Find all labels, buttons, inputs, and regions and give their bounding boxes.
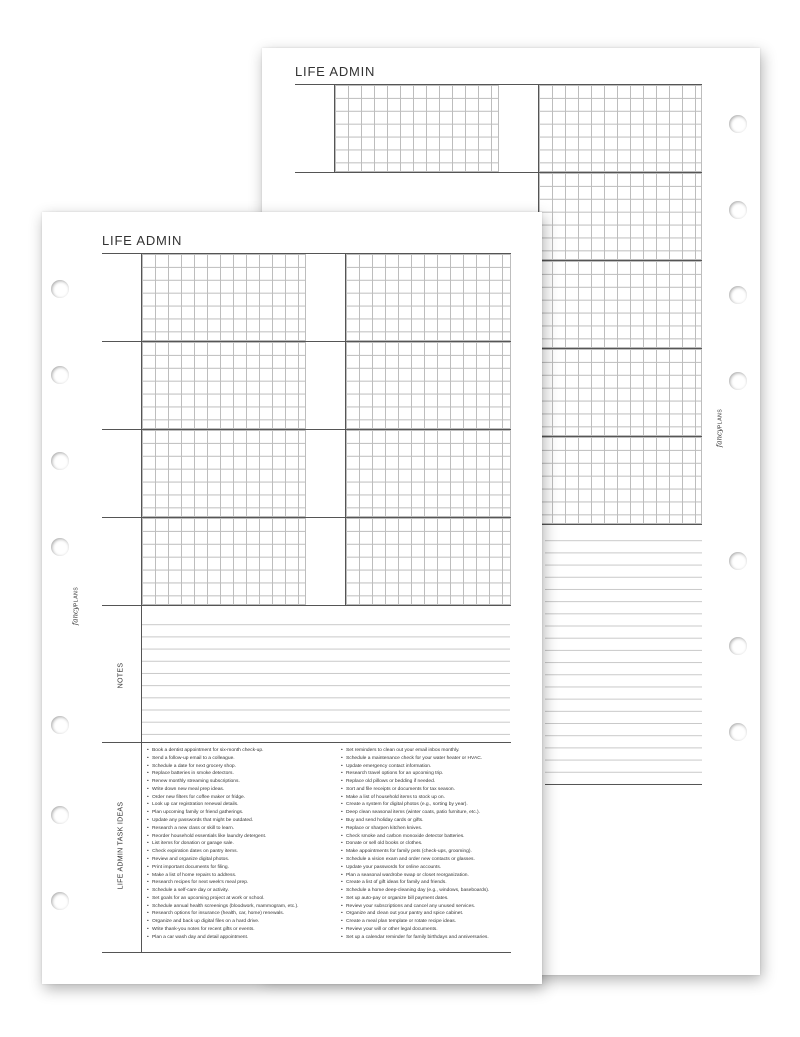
task-item: • Order new filters for coffee maker or fridge.	[152, 794, 299, 802]
task-item: • Research travel options for an upcoming trip.	[346, 770, 489, 778]
grid-block	[346, 430, 511, 517]
task-item: • Schedule a self-care day or activity.	[152, 887, 299, 895]
task-item: • Review and organize digital photos.	[152, 856, 299, 864]
binding-slot	[51, 892, 69, 910]
task-item: • Schedule a home deep-cleaning day (e.g., windows, baseboards).	[346, 887, 489, 895]
binding-slot	[729, 552, 747, 570]
task-item: • Replace batteries in smoke detectors.	[152, 770, 299, 778]
task-item: • Make a list of household items to stock up on.	[346, 794, 489, 802]
grid-block	[142, 518, 306, 605]
task-item: • Check expiration dates on pantry items.	[152, 848, 299, 856]
task-item: • Update any passwords that might be outdated.	[152, 817, 299, 825]
grid-block	[142, 430, 306, 517]
grid-block	[346, 342, 511, 429]
grid-block	[539, 349, 702, 436]
task-item: • Create a system for digital photos (e.g., sorting by year).	[346, 801, 489, 809]
task-item: • Renew monthly streaming subscriptions.	[152, 778, 299, 786]
tasks-label: LIFE ADMIN TASK IDEAS	[117, 801, 125, 890]
binding-slot	[729, 201, 747, 219]
task-item: • Set reminders to clean out your email inbox monthly.	[346, 747, 489, 755]
grid-block	[539, 173, 702, 260]
row-rule	[539, 524, 702, 525]
row-rule	[295, 172, 539, 173]
task-item: • Book a dentist appointment for six-month check-up.	[152, 747, 299, 755]
bottom-rule	[102, 952, 511, 953]
task-item: • Set up a calendar reminder for family birthdays and anniversaries.	[346, 934, 489, 942]
binding-slot	[51, 538, 69, 556]
task-item: • Write down new meal prep ideas.	[152, 786, 299, 794]
task-item: • Research recipes for next week's meal prep.	[152, 879, 299, 887]
task-item: • Replace or sharpen kitchen knives.	[346, 825, 489, 833]
binding-slot	[51, 280, 69, 298]
grid-block	[539, 261, 702, 348]
task-item: • Update your passwords for online accounts.	[346, 864, 489, 872]
task-item: • Buy and send holiday cards or gifts.	[346, 817, 489, 825]
task-item: • Sort and file receipts or documents for tax season.	[346, 786, 489, 794]
grid-block	[539, 85, 702, 172]
task-item: • Look up car registration renewal details.	[152, 801, 299, 809]
fancy-plans-logo: fancyPLANS	[715, 408, 724, 448]
task-item: • Schedule annual health screenings (bloodwork, mammogram, etc.).	[152, 903, 299, 911]
binding-slot	[729, 115, 747, 133]
task-list-right	[340, 747, 489, 942]
task-item: • Replace old pillows or bedding if needed.	[346, 778, 489, 786]
task-item: • Review your will or other legal documents.	[346, 926, 489, 934]
row-rule	[102, 742, 511, 743]
task-item: • Research options for insurance (health, car, home) renewals.	[152, 910, 299, 918]
task-item: • Check smoke and carbon monoxide detector batteries.	[346, 833, 489, 841]
task-item: • Research a new class or skill to learn.	[152, 825, 299, 833]
task-item: • Create a list of gift ideas for family and friends.	[346, 879, 489, 887]
task-item: • Donate or sell old books or clothes.	[346, 840, 489, 848]
task-item: • Organize and back up digital files on a hard drive.	[152, 918, 299, 926]
grid-block	[346, 254, 511, 341]
task-item: • Schedule a maintenance check for your water heater or HVAC.	[346, 755, 489, 763]
binding-slot	[51, 366, 69, 384]
front-planner-page	[42, 212, 542, 984]
task-item: • Plan upcoming family or friend gatherings.	[152, 809, 299, 817]
task-item: • Print important documents for filing.	[152, 864, 299, 872]
grid-block	[346, 518, 511, 605]
task-item: • Plan a seasonal wardrobe swap or closet reorganization.	[346, 872, 489, 880]
task-item: • Set goals for an upcoming project at work or school.	[152, 895, 299, 903]
task-item: • Organize and clean out your pantry and spice cabinet.	[346, 910, 489, 918]
row-rule	[102, 605, 511, 606]
page-title: LIFE ADMIN	[295, 64, 376, 79]
task-item: • Plan a car wash day and detail appointment.	[152, 934, 299, 942]
binding-slot	[729, 286, 747, 304]
page-title: LIFE ADMIN	[102, 233, 183, 248]
binding-slot	[729, 372, 747, 390]
grid-block	[335, 85, 499, 172]
task-item: • Reorder household essentials like laundry detergent.	[152, 833, 299, 841]
binding-slot	[729, 637, 747, 655]
grid-block	[142, 254, 306, 341]
task-item: • Create a meal plan template or rotate recipe ideas.	[346, 918, 489, 926]
task-item: • Write thank-you notes for recent gifts or events.	[152, 926, 299, 934]
task-item: • List items for donation or garage sale.	[152, 840, 299, 848]
grid-block	[539, 437, 702, 524]
fancy-plans-logo: fancyPLANS	[71, 586, 80, 626]
notes-lines	[545, 529, 702, 785]
task-item: • Set up auto-pay or organize bill payment dates.	[346, 895, 489, 903]
binding-slot	[729, 723, 747, 741]
task-list-left	[146, 747, 299, 942]
task-item: • Send a follow-up email to a colleague.	[152, 755, 299, 763]
binding-slot	[51, 806, 69, 824]
task-item: • Review your subscriptions and cancel any unused services.	[346, 903, 489, 911]
grid-block	[142, 342, 306, 429]
binding-slot	[51, 716, 69, 734]
notes-label: NOTES	[117, 662, 125, 689]
bottom-rule	[545, 784, 702, 785]
binding-slot	[51, 452, 69, 470]
task-item: • Deep clean seasonal items (winter coats, patio furniture, etc.).	[346, 809, 489, 817]
task-item: • Schedule a date for next grocery shop.	[152, 763, 299, 771]
task-item: • Schedule a vision exam and order new contacts or glasses.	[346, 856, 489, 864]
task-item: • Update emergency contact information.	[346, 763, 489, 771]
task-item: • Make appointments for family pets (check-ups, grooming).	[346, 848, 489, 856]
notes-lines	[142, 613, 510, 739]
task-item: • Make a list of home repairs to address.	[152, 872, 299, 880]
